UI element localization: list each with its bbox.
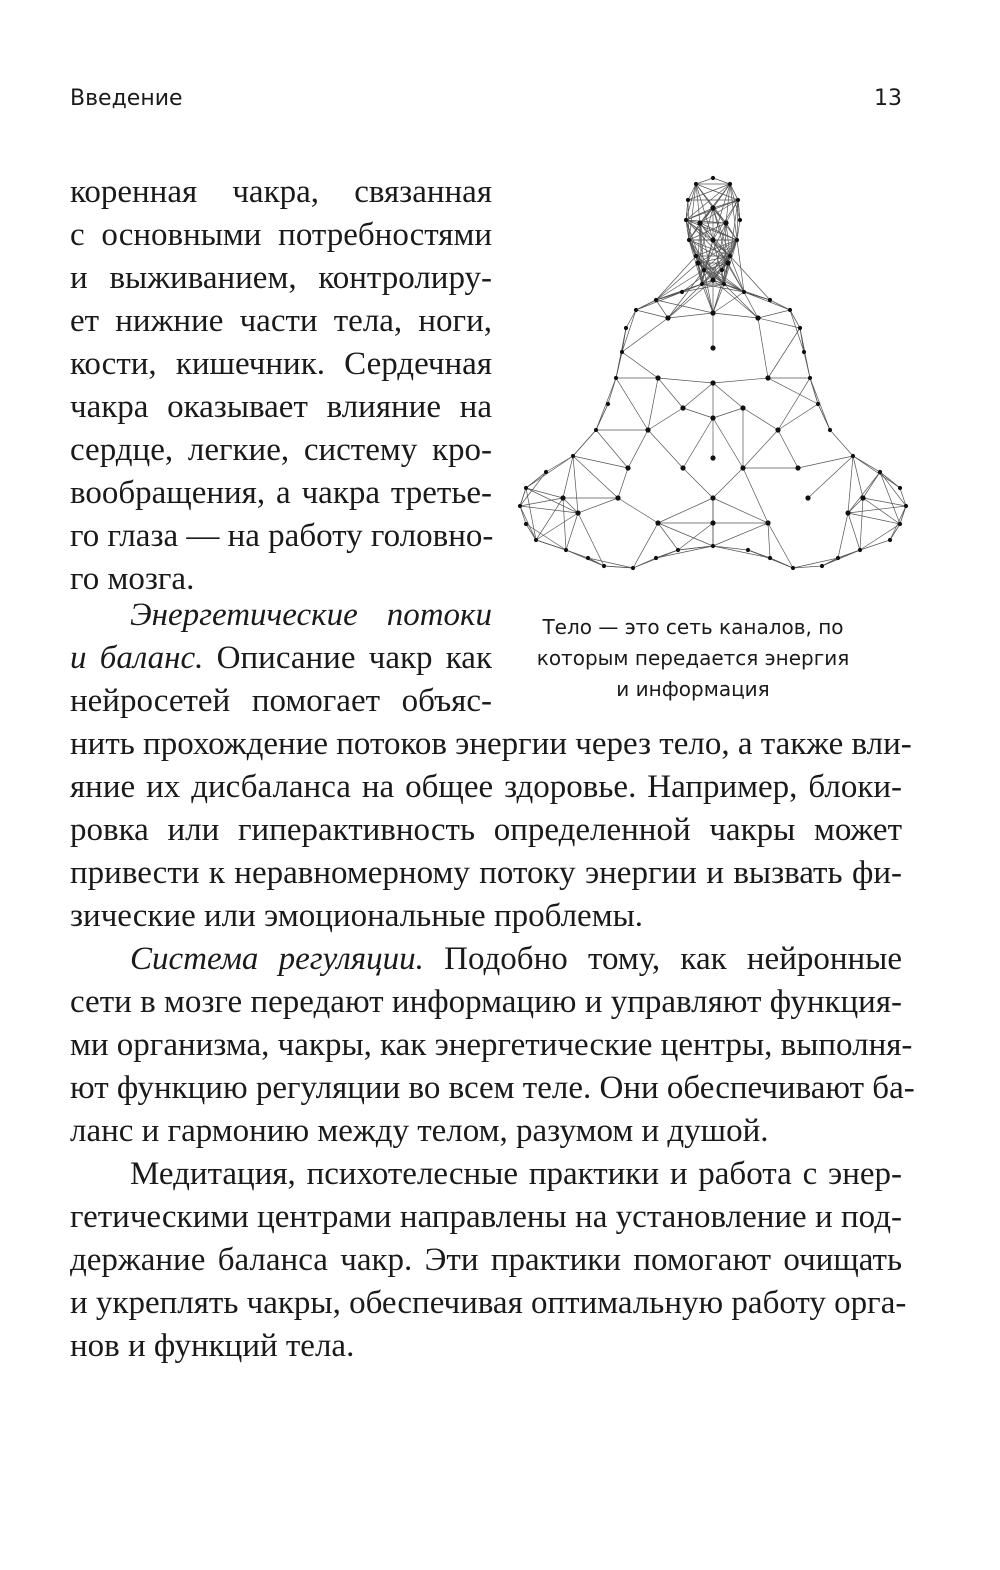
text-line: чакра оказывает влияние на [70,389,492,425]
network-node [586,556,590,560]
network-line [658,378,713,383]
text-line: нов и функций тела. [70,1328,355,1364]
network-line [520,498,563,506]
network-node [851,454,855,458]
network-node [738,218,742,222]
text-line: го мозга. [70,561,195,597]
network-node [898,486,902,490]
text-line: коренная чакра, связанная [70,174,492,210]
network-line [700,223,728,263]
network-line [713,378,768,383]
network-line [860,498,863,550]
network-line [848,456,853,513]
network-node [710,495,715,500]
network-node [534,538,538,542]
network-node [845,510,850,515]
text-line: с основными потребностями [70,217,492,253]
network-line [713,468,743,498]
network-line [526,488,578,513]
network-line [778,404,818,430]
network-node [740,405,745,410]
text-line: го глаза — на работу головно- [70,518,494,554]
network-line [758,318,800,328]
network-line [563,498,578,513]
network-line [798,456,853,468]
network-node [615,495,620,500]
network-line [830,430,853,456]
network-node [765,375,770,380]
network-line [778,430,798,468]
network-line [520,506,536,540]
network-line [618,498,658,523]
network-line [616,378,648,430]
network-line [713,408,743,418]
network-line [758,318,768,378]
network-node [700,282,704,286]
network-node [694,182,698,186]
network-line [713,418,743,468]
text-line: ют функцию регуляции во всем теле. Они обеспечивают ба- [70,1070,915,1106]
network-line [768,328,800,378]
network-line [656,546,713,558]
network-node [560,495,565,500]
network-node [736,198,740,202]
network-line [853,456,900,488]
text-line: яние их дисбаланса на общее здоровье. Например, блоки- [70,769,902,805]
network-line [658,498,713,523]
network-line [683,468,713,498]
network-node [710,415,715,420]
network-node [710,277,715,282]
network-node [740,465,745,470]
caption-line: и информация [616,677,770,701]
network-line [536,540,566,550]
network-node [735,238,739,242]
network-node [544,470,548,474]
network-line [713,383,743,408]
paragraph-heading-cont: и баланс. [70,640,204,676]
network-line [863,472,880,498]
network-line [563,456,573,498]
text-line: нейросетей помогает объяс- [70,683,492,719]
network-node [655,375,660,380]
network-line [683,408,713,418]
network-line [648,408,683,430]
network-node [788,308,792,312]
network-line [526,488,563,498]
running-head [70,86,902,126]
network-node [828,428,832,432]
network-line [863,498,906,506]
network-line [900,488,906,506]
network-node [858,548,862,552]
network-line [713,178,730,184]
network-node [798,326,802,330]
text-line: сети в мозге передают информацию и управляют функция- [70,984,902,1020]
network-node [697,220,702,225]
network-node [722,282,726,286]
text-line: Медитация, психотелесные практики и работа с энер- [130,1156,902,1192]
network-node [575,510,580,515]
network-node [711,544,715,548]
network-node [606,402,610,406]
meditating-figure-network-icon [508,168,918,588]
network-line [743,430,778,468]
network-line [520,488,526,506]
figure [508,168,918,588]
paragraph-heading: Система регуляции. [130,941,424,977]
network-line [566,513,578,550]
network-node [710,345,715,350]
network-line [713,546,770,558]
network-line [689,240,698,263]
text-line: сердце, легкие, систему кро- [70,432,492,468]
network-line [622,352,658,378]
network-line [848,506,906,513]
network-node [524,522,528,526]
network-line [860,540,890,550]
network-node [571,454,575,458]
network-node [614,376,618,380]
network-node [631,566,635,570]
caption-line: которым передается энергия [536,646,850,670]
caption-line: Тело — это сеть каналов, по [542,615,844,639]
text-line: гетическими центрами направлены на установление и под- [70,1199,902,1235]
network-node [795,465,800,470]
network-node [711,176,715,180]
network-node [625,465,630,470]
network-line [678,523,713,550]
section-title: Введение [70,86,183,111]
network-node [684,218,688,222]
network-node [775,427,780,432]
network-line [713,498,768,523]
text-line [70,636,492,680]
network-node [634,308,638,312]
text-line [70,937,902,981]
network-node [620,350,624,354]
network-line [744,292,790,310]
network-node [904,504,908,508]
network-node [654,556,658,560]
text-line: привести к неравномерному потоку энергии и вызвать фи- [70,855,902,891]
network-node [755,315,760,320]
network-line [853,456,863,498]
network-line [848,498,863,513]
network-node [742,290,746,294]
network-node [680,405,685,410]
text-line: и укреплять чакры, обеспечивая оптимальную работу орга- [70,1285,907,1321]
network-line [648,430,683,468]
network-node [802,350,806,354]
network-node [725,260,730,265]
network-line [822,558,838,566]
network-node [765,520,770,525]
network-node [820,564,824,568]
network-line [618,468,628,498]
text-line: держание баланса чакр. Эти практики помогают очищать [70,1242,902,1278]
text-line: ланс и гармонию между телом, разумом и душой. [70,1113,769,1149]
text-line: кости, кишечник. Сердечная [70,346,492,382]
network-line [818,404,830,430]
network-line [838,513,848,558]
network-line [578,498,618,513]
network-line [790,310,804,352]
network-node [746,548,750,552]
text-line: вообращения, а чакра третье- [70,475,492,511]
network-node [768,556,772,560]
network-node [702,268,706,272]
network-node [710,205,715,210]
text-run: Подобно тому, как нейронные [423,941,902,977]
network-line [768,523,793,568]
network-node [564,548,568,552]
network-line [622,328,626,352]
network-line [713,280,744,292]
network-node [524,486,528,490]
network-node [594,428,598,432]
text-run: Описание чакр как [203,640,492,676]
network-node [710,237,715,242]
network-node [723,220,728,225]
network-node [710,310,715,315]
network-line [536,498,563,540]
network-node [624,326,628,330]
network-line [668,313,713,318]
network-line [622,310,636,352]
network-line [566,550,604,566]
network-node [860,495,865,500]
network-node [728,254,732,258]
network-line [573,456,578,513]
network-node [791,566,795,570]
network-line [880,472,906,506]
network-node [645,427,650,432]
text-line: ми организма, чакры, как энергетические центры, выполня- [70,1027,913,1063]
network-line [696,178,713,184]
page-number: 13 [874,86,902,111]
network-line [658,378,683,408]
network-node [680,465,685,470]
network-node [805,495,810,500]
network-node [836,556,840,560]
network-line [713,313,758,318]
network-line [520,506,578,513]
network-node [518,504,522,508]
network-line [890,524,900,540]
network-line [536,513,578,540]
network-node [655,520,660,525]
network-node [816,402,820,406]
network-line [737,240,744,292]
network-line [578,513,604,566]
network-node [768,298,772,302]
network-line [573,456,618,498]
network-line [526,456,573,488]
network-node [694,254,698,258]
network-line [648,378,658,430]
figure-caption [508,612,878,705]
network-line [573,430,596,456]
network-line [768,523,770,558]
network-node [720,268,724,272]
network-node [686,198,690,202]
network-node [710,380,715,385]
network-line [808,456,853,498]
text-line: и выживанием, контролиру- [70,260,492,296]
network-node [878,470,882,474]
network-line [758,310,790,318]
network-node [898,522,902,526]
text-line: ровка или гиперактивность определенной чакры может [70,812,902,848]
text-line: зические или эмоциональные проблемы. [70,898,644,934]
network-node [665,315,670,320]
network-node [710,455,715,460]
network-line [683,383,713,408]
network-node [680,290,684,294]
network-line [628,430,648,468]
network-line [743,408,778,430]
text-line: ет нижние части тела, ноги, [70,303,492,339]
network-node [654,298,658,302]
network-node [676,548,680,552]
network-node [888,538,892,542]
network-line [860,524,900,550]
network-line [633,523,658,568]
network-node [695,260,700,265]
paragraph-heading: Энергетические потоки [130,597,492,633]
network-line [713,523,768,546]
network-line [743,468,768,523]
network-node [710,520,715,525]
network-node [808,376,812,380]
network-line [768,378,818,404]
network-line [683,418,713,468]
network-line [526,524,566,550]
network-line [656,270,704,300]
network-node [728,182,732,186]
network-line [822,550,860,566]
text-line: нить прохождение потоков энергии через тело, а также вли- [70,726,912,762]
network-line [848,513,860,550]
network-node [687,238,691,242]
network-node [602,564,606,568]
